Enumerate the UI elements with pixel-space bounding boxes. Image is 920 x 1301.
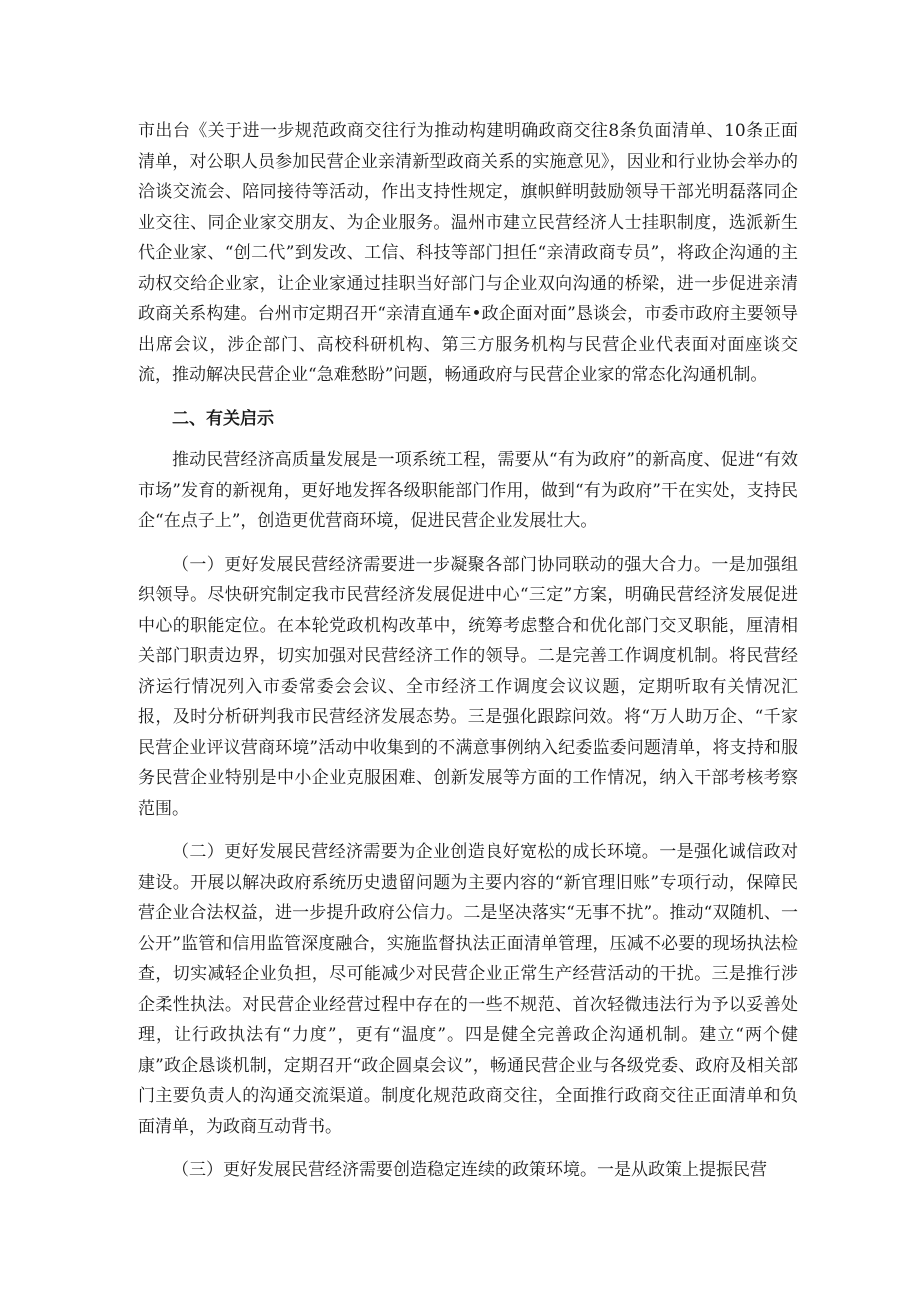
paragraph-point-3: （三）更好发展民营经济需要创造稳定连续的政策环境。一是从政策上提振民营 xyxy=(172,1160,767,1180)
paragraph-continued: 市出台《关于进一步规范政商交往行为推动构建明确政商交往8条负面清单、10条正面清单，对公职人员参加民营企业亲清新型政商关系的实施意见》，因业和行业协会举办的洽谈交流会、陪同接待等活动，作出支持性规定，旗帜鲜明鼓励领导干部光明磊落同企业交往、同企业家交朋友、为企业服务。温州市建立民营经济人士挂职制度，选派新生代企业家、“创二代”到发改、工信、科技等部门担任“亲清政商专员”，将政企沟通的主动权交给企业家，让企业家通过挂职当好部门与企业双向沟通的桥梁，进一步促进亲清政商关系构建。台州市定期召开“亲清直通车•政企面对面”恳谈会，市委市政府主要领导出席会议，涉企部门、高校科研机构、第三方服务机构与民营企业代表面对面座谈交流，推动解决民营企业“急难愁盼”问题，畅通政府与民营企业家的常态化沟通机制。 xyxy=(138,121,798,385)
section-heading: 二、有关启示 xyxy=(172,408,274,429)
paragraph-point-1: （一）更好发展民营经济需要进一步凝聚各部门协同联动的强大合力。一是加强组织领导。尽快研究制定我市民营经济发展促进中心“三定”方案，明确民营经济发展促进中心的职能定位。在本轮党政机构改革中，统筹考虑整合和优化部门交叉职能，厘清相关部门职责边界，切实加强对民营经济工作的领导。二是完善工作调度机制。将民营经济运行情况列入市委常委会会议、全市经济工作调度会议议题，定期听取有关情况汇报，及时分析研判我市民营经济发展态势。三是强化跟踪问效。将“万人助万企、“千家民营企业评议营商环境”活动中收集到的不满意事例纳入纪委监委问题清单，将支持和服务民营企业特别是中小企业克服困难、创新发展等方面的工作情况，纳入干部考核考察范围。 xyxy=(138,554,798,819)
paragraph-point-2: （二）更好发展民营经济需要为企业创造良好宽松的成长环境。一是强化诚信政对建设。开展以解决政府系统历史遗留问题为主要内容的“新官理旧账”专项行动，保障民营企业合法权益，进一步提升政府公信力。二是坚决落实“无事不扰”。推动“双随机、一公开”监管和信用监管深度融合，实施监督执法正面清单管理，压减不必要的现场执法检查，切实减轻企业负担，尽可能减少对民营企业正常生产经营活动的干扰。三是推行涉企柔性执法。对民营企业经营过程中存在的一些不规范、首次轻微违法行为予以妥善处理，让行政执法有“力度”，更有“温度”。四是健全完善政企沟通机制。建立“两个健康”政企恳谈机制，定期召开“政企圆桌会议”，畅通民营企业与各级党委、政府及相关部门主要负责人的沟通交流渠道。制度化规范政商交往，全面推行政商交往正面清单和负面清单，为政商互动背书。 xyxy=(138,842,798,1137)
paragraph-intro: 推动民营经济高质量发展是一项系统工程，需要从“有为政府”的新高度、促进“有效市场”发育的新视角，更好地发挥各级职能部门作用，做到“有为政府”干在实处，支持民企“在点子上”，创造更优营商环境，促进民营企业发展壮大。 xyxy=(138,450,798,531)
document-body xyxy=(138,116,798,1199)
